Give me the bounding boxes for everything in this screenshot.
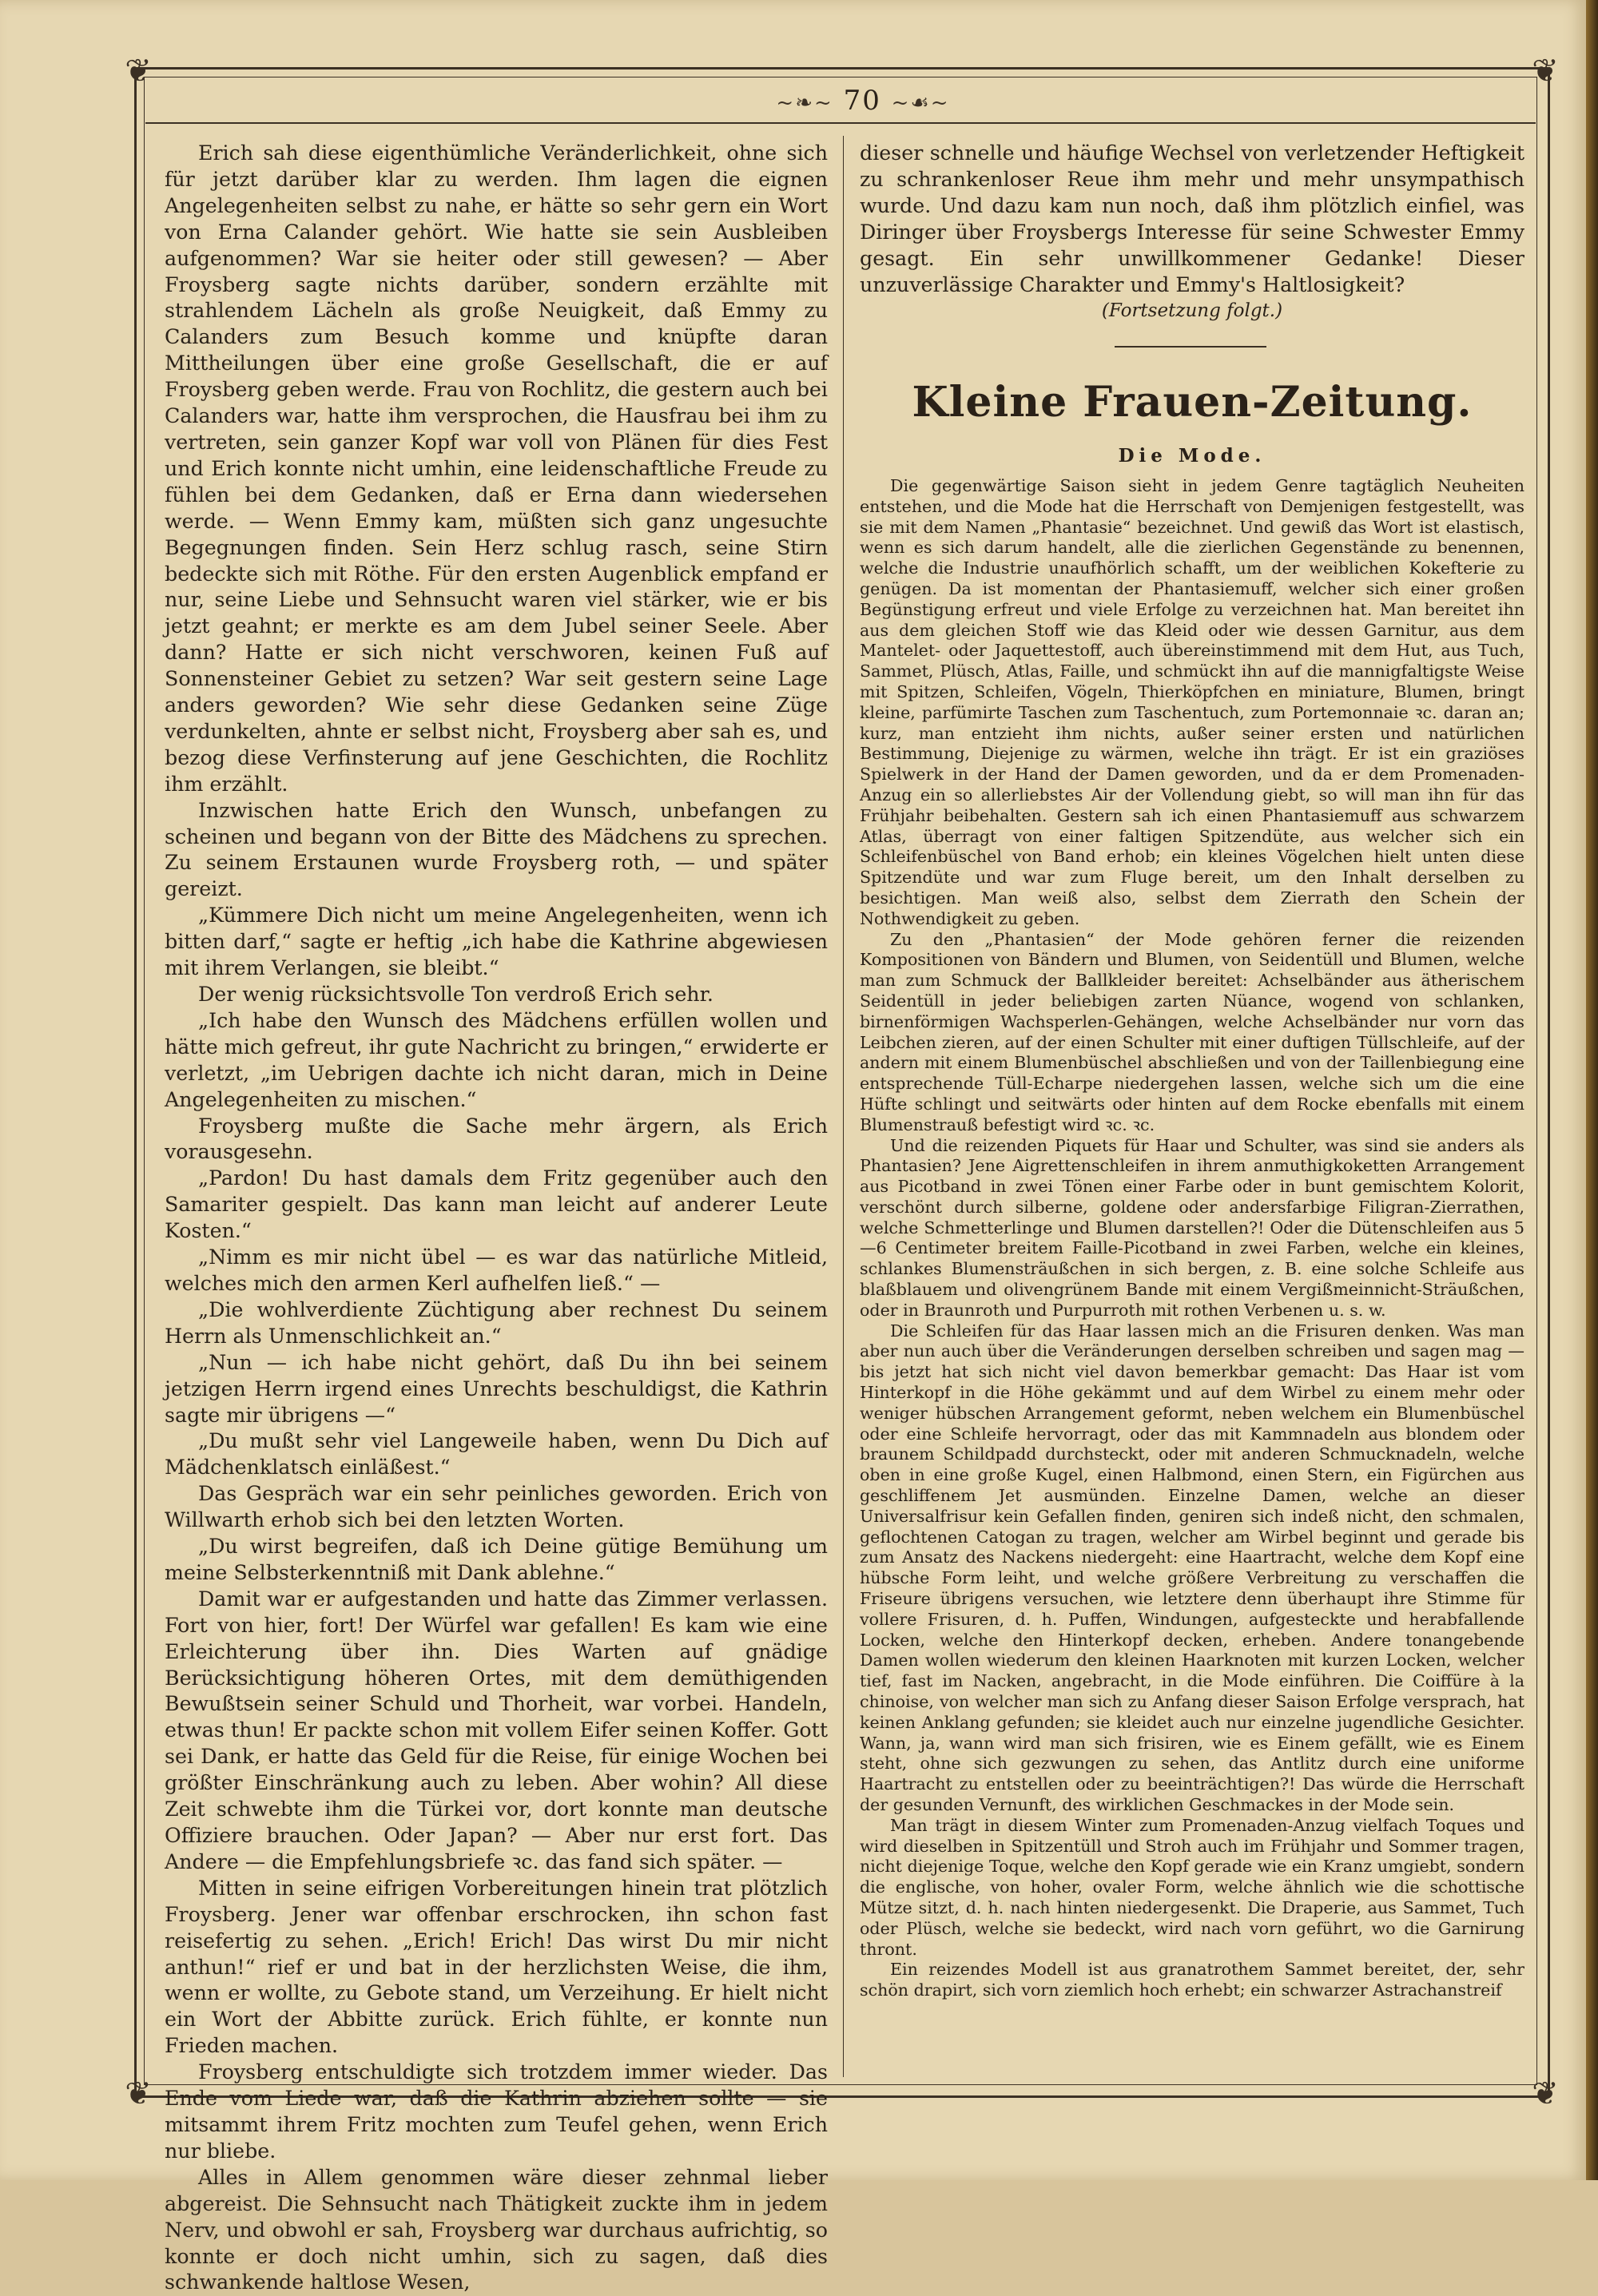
continuation-note: (Fortsetzung folgt.) [1101, 300, 1283, 321]
article-paragraph: Zu den „Phantasien“ der Mode gehören ferner die reizenden Kompositionen von Bändern und Blumen, von Seidentüll und Blumen, welche man zum Schmuck der Ballkleider bereitet: Achselbänder aus ätherischem Seidentüll in jeder beliebigen zarten Nüance, wogend von schlanken, birnenförmigen Wachsperlen-Gehängen, welche Achselbänder nur vorn das Leibchen zieren, auf der einen Schulter mit einer duftigen Tüllschleife, auf der andern mit einem Blumenbüschel abschließen und von der Taillenbiegung eine entsprechende Tüll-Echarpe niedergehen lassen, welche sich um die eine Hüfte schlingt und seitwärts oder hinten auf dem Rocke ebenfalls mit einem Blumenstrauß befestigt wird ꝛc. ꝛc. [860, 929, 1524, 1134]
corner-ornament-icon: ❦ [1532, 2076, 1559, 2112]
story-paragraph: „Nimm es mir nicht übel — es war das natürliche Mitleid, welches mich den armen Kerl aufhelfen ließ.“ — [165, 1245, 828, 1295]
story-continuation-paragraph: dieser schnelle und häufige Wechsel von verletzender Heftigkeit zu schrankenloser Reue ihm mehr und mehr unsympathisch wurde. Und dazu kam nun noch, daß ihm plötzlich einfiel, was Diringer über Froysbergs Interesse für seine Schwester Emmy gesagt. Ein sehr unwillkommener Gedanke! Dieser unzuverlässige Charakter und Emmy's Haltlosigkeit? [860, 141, 1524, 296]
story-paragraph: „Kümmere Dich nicht um meine Angelegenheiten, wenn ich bitten darf,“ sagte er heftig „ich habe die Kathrine abgewiesen mit ihrem Verlangen, sie bleibt.“ [165, 904, 828, 980]
corner-ornament-icon: ❦ [1532, 53, 1559, 89]
story-paragraph: Damit war er aufgestanden und hatte das Zimmer verlassen. Fort von hier, fort! Der Würfel war gefallen! Es kam wie eine Erleichterung über ihn. Dies Warten auf gnädige Berücksichtigung höheren Ortes, mit dem demüthigenden Bewußtsein seiner Schuld und Thorheit, war vorbei. Handeln, etwas thun! Er packte schon mit vollem Eifer seinen Koffer. Gott sei Dank, er hatte das Geld für die Reise, für einige Wochen bei größter Einschränkung auch zu leben. Aber wohin? All diese Zeit schwebte ihm die Türkei vor, dort konnte man deutsche Offiziere brauchen. Oder Japan? — Aber nur erst fort. Das Andere — die Empfehlungsbriefe ꝛc. das fand sich später. — [165, 1587, 828, 1873]
article-paragraph: Die Schleifen für das Haar lassen mich an die Frisuren denken. Was man aber nun auch über die Veränderungen derselben schreiben und sagen mag — bis jetzt hat sich nicht viel davon bemerkbar gemacht: Das Haar ist vom Hinterkopf in die Höhe gekämmt und auf dem Wirbel zu einem mehr oder weniger hübschen Arrangement geformt, neben welchem ein Blumenbüschel oder eine Schleife hervorragt, oder das mit Kammnadeln aus blondem oder braunem Schildpadd durchsteckt, oder mit anderen Schmucknadeln, welche oben in eine große Kugel, einen Halbmond, einen Stern, ein Figürchen aus geschliffenem Jet ausmünden. Einzelne Damen, welche an dieser Universalfrisur kein Gefallen finden, geniren sich indeß nicht, den schmalen, geflochtenen Catogan zu tragen, welcher am Wirbel beginnt und gerade bis zum Ansatz des Nackens niedergeht: eine Haartracht, welche dem Kopf eine hübsche Form leiht, und welche größere Verbreitung zu verschaffen die Friseure übrigens versuchen, wie letztere denn überhaupt ihre Stimme für vollere Frisuren, d. h. Puffen, Windungen, aufgesteckte und herabfallende Locken, welche den Hinterkopf decken, erheben. Andere tonangebende Damen wollen wiederum den kleinen Haarknoten mit kurzen Locken, welcher tief, fast im Nacken, angebracht, in die Mode einführen. Die Coiffüre à la chinoise, von welcher man sich zu Anfang dieser Saison Erfolge versprach, hat keinen Anklang gefunden; sie kleidet auch nur einzelne jugendliche Gesichter. Wann, ja, wann wird man sich frisiren, wie es Einem gefällt, wie es Einem steht, ohne sich gezwungen zu sehen, das Antlitz durch eine uniforme Haartracht zu entstellen oder zu beeinträchtigen?! Das würde die Herrschaft der gesunden Vernunft, des wirklichen Geschmackes in der Mode sein. [860, 1321, 1524, 1814]
page-number-value: 70 [843, 85, 881, 117]
story-paragraph: Froysberg entschuldigte sich trotzdem immer wieder. Das Ende vom Liede war, daß die Kathrin abziehen sollte — sie mitsammt ihrem Fritz mochten zum Teufel gehen, wenn Erich nur bliebe. [165, 2060, 828, 2163]
story-paragraph: Erich sah diese eigenthümliche Veränderlichkeit, ohne sich für jetzt darüber klar zu werden. Ihm lagen die eignen Angelegenheiten selbst zu nahe, er hätte so sehr gern ein Wort von Erna Calander gehört. Wie hatte sie sein Ausbleiben aufgenommen? War sie heiter oder still gewesen? — Aber Froysberg sagte nichts darüber, sondern erzählte mit strahlendem Lächeln als große Neuigkeit, daß Emmy zu Calanders zum Besuch komme und knüpfte daran Mittheilungen über eine große Gesellschaft, die er auf Froysberg geben werde. Frau von Rochlitz, die gestern auch bei Calanders war, hatte ihm versprochen, die Hausfrau bei ihm zu vertreten, sein ganzer Kopf war voll von Plänen für dies Fest und Erich konnte nicht umhin, eine leidenschaftliche Freude zu fühlen bei dem Gedanken, daß er Erna dann wiedersehen werde. — Wenn Emmy kam, müßten sich ganz ungesuchte Begegnungen finden. Sein Herz schlug rasch, seine Stirn bedeckte sich mit Röthe. Für den ersten Augenblick empfand er nur, seine Liebe und Sehnsucht waren viel stärker, wie er bis jetzt geahnt; er merkte es am dem Jubel seiner Seele. Aber dann? Hatte er sich nicht verschworen, keinen Fuß auf Sonnensteiner Gebiet zu setzen? War seit gestern seine Lage anders geworden? Wie sehr diese Gedanken seine Züge verdunkelten, ahnte er selbst nicht, Froysberg aber sah es, und bezog diese Verfinsterung auf jene Geschichten, die Rochlitz ihm erzählt. [165, 141, 828, 796]
article-paragraph: Und die reizenden Piquets für Haar und Schulter, was sind sie anders als Phantasien? Jene Aigrettenschleifen in ihrem anmuthigkoketten Arrangement aus Picotband in zwei Tönen einer Farbe oder in bunt gemischtem Kolorit, verschönt durch silberne, goldene oder andersfarbige Filigran-Zierrathen, welche Schmetterlinge und Blumen darstellen?! Oder die Dütenschleifen aus 5—6 Centimeter breitem Faille-Picotband in zwei Farben, welche ein kleines, schlankes Blumensträußchen in sich bergen, z. B. eine solche Schleife aus blaßblauem und olivengrünem Bande mit einem Vergißmeinnicht-Sträußchen, oder in Braunroth und Purpurroth mit rothen Verbenen u. s. w. [860, 1135, 1524, 1320]
story-paragraph: „Ich habe den Wunsch des Mädchens erfüllen wollen und hätte mich gefreut, ihr gute Nachricht zu bringen,“ erwiderte er verletzt, „im Uebrigen dachte ich nicht daran, mich in Deine Angelegenheiten zu mischen.“ [165, 1008, 828, 1111]
section-separator [1115, 346, 1266, 348]
story-paragraph: „Die wohlverdiente Züchtigung aber rechnest Du seinem Herrn als Unmenschlichkeit an.“ [165, 1297, 828, 1348]
corner-ornament-icon: ❦ [125, 2076, 152, 2112]
story-paragraph: „Du mußt sehr viel Langeweile haben, wenn Du Dich auf Mädchenklatsch einläßest.“ [165, 1429, 828, 1480]
header-rule [145, 122, 1536, 124]
story-paragraph: „Du wirst begreifen, daß ich Deine gütige Bemühung um meine Selbsterkenntniß mit Dank ablehne.“ [165, 1535, 828, 1584]
story-paragraph: „Pardon! Du hast damals dem Fritz gegenüber auch den Samariter gespielt. Das kann man leicht auf anderer Leute Kosten.“ [165, 1166, 828, 1243]
story-paragraph: Mitten in seine eifrigen Vorbereitungen hinein trat plötzlich Froysberg. Jener war offenbar erschrocken, ihn schon fast reisefertig zu sehen. „Erich! Erich! Das wirst Du mir nicht anthun!“ rief er und bat in der herzlichsten Weise, die ihm, wenn er wollte, zu Gebote stand, um Verzeihung. Er hielt nicht ein Wort der Abbitte zurück. Erich fühlte, er konnte nun Frieden machen. [165, 1876, 828, 2058]
section-title: Kleine Frauen-Zeitung. [912, 378, 1473, 427]
ornament-right-icon: ~☙~ [891, 91, 950, 115]
book-spine [1586, 0, 1598, 2180]
fashion-article [860, 476, 1524, 2079]
subsection-title: Die Mode. [1118, 445, 1266, 467]
story-paragraph: Alles in Allem genommen wäre dieser zehnmal lieber abgereist. Die Sehnsucht nach Thätigkeit zuckte ihm in jedem Nerv, und obwohl er sah, Froysberg war durchaus aufrichtig, so konnte er doch nicht umhin, sich zu sagen, daß dies schwankende haltlose Wesen, [165, 2165, 828, 2294]
story-paragraph: Das Gespräch war ein sehr peinliches geworden. Erich von Willwarth erhob sich bei den letzten Worten. [165, 1482, 828, 1532]
right-column-story-continuation [860, 141, 1524, 312]
left-column-story [165, 141, 828, 2294]
story-paragraph: Froysberg mußte die Sache mehr ärgern, als Erich vorausgesehn. [165, 1114, 828, 1164]
article-paragraph: Die gegenwärtige Saison sieht in jedem Genre tagtäglich Neuheiten entstehen, und die Mode hat die Herrschaft von Demjenigen festgestellt, was sie mit dem Namen „Phantasie“ bezeichnet. Und gewiß das Wort ist elastisch, wenn es sich darum handelt, alle die zierlichen Gegenstände zu benennen, welche die Industrie unaufhörlich schafft, um der weiblichen Kokefterie zu genügen. Da ist momentan der Phantasiemuff, welcher sich einer großen Begünstigung erfreut und viele Erfolge zu verzeichnen hat. Man bereitet ihn aus dem gleichen Stoff wie das Kleid oder wie dessen Garnitur, aus dem Mantelet- oder Jaquettestoff, auch übereinstimmend mit dem Hut, aus Tuch, Sammet, Plüsch, Atlas, Faille, und schmückt ihn auf die mannigfaltigste Weise mit Spitzen, Schleifen, Vögeln, Thierköpfchen en miniature, Blumen, bringt kleine, parfümirte Taschen zum Taschentuch, zum Portemonnaie ꝛc. daran an; kurz, man entzieht ihm nichts, außer seiner ersten und natürlichen Bestimmung, Diejenige zu wärmen, welche ihn trägt. Er ist ein graziöses Spielwerk in der Hand der Damen geworden, und da er dem Promenaden-Anzug ein so allerliebstes Air der Vollendung giebt, so will man ihn für das Frühjahr beibehalten. Gestern sah ich einen Phantasiemuff aus schwarzem Atlas, überragt von einer faltigen Spitzendüte, aus welcher sich ein Schleifenbüschel von Band erhob; ein kleines Vögelchen hielt unten diese Spitzendüte und war zum Fluge bereit, um den Inhalt derselben zu besichtigen. Man weiß also, selbst dem Zierrath den Schein der Nothwendigkeit zu geben. [860, 476, 1524, 928]
story-paragraph: Der wenig rücksichtsvolle Ton verdroß Erich sehr. [198, 983, 714, 1006]
story-paragraph: „Nun — ich habe nicht gehört, daß Du ihn bei seinem jetzigen Herrn irgend eines Unrechts beschuldigst, die Kathrin sagte mir übrigens —“ [165, 1350, 828, 1427]
story-paragraph: Inzwischen hatte Erich den Wunsch, unbefangen zu scheinen und begann von der Bitte des Mädchens zu sprechen. Zu seinem Erstaunen wurde Froysberg roth, — und später gereizt. [165, 798, 828, 901]
article-paragraph: Ein reizendes Modell ist aus granatrothem Sammet bereitet, der, sehr schön drapirt, sich vorn ziemlich hoch erhebt; ein schwarzer Astrachanstreif [860, 1960, 1524, 2000]
corner-ornament-icon: ❦ [125, 53, 152, 89]
page-number [759, 81, 967, 121]
column-divider [843, 136, 844, 2077]
ornament-left-icon: ~❧~ [776, 91, 833, 115]
article-paragraph: Man trägt in diesem Winter zum Promenaden-Anzug vielfach Toques und wird dieselben in Spitzentüll und Stroh auch im Frühjahr und Sommer tragen, nicht diejenige Toque, welche den Kopf gerade wie ein Kranz umgiebt, sondern die englische, von hoher, ovaler Form, welche ähnlich wie die schottische Mütze sitzt, d. h. nach hinten niedergesenkt. Die Draperie, aus Sammet, Tuch oder Plüsch, welche sie bedeckt, wird nach vorn geführt, wo die Garnirung thront. [860, 1815, 1524, 1959]
